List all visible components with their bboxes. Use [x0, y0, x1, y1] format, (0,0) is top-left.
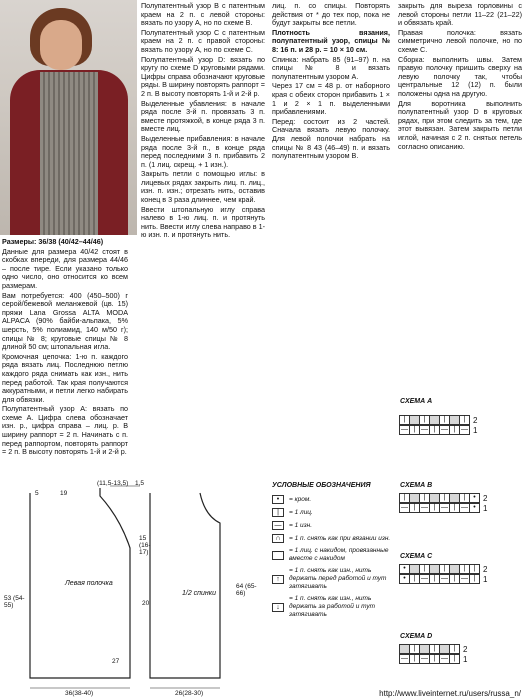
legend-item-purl: — = 1 изн. — [272, 521, 397, 530]
dim-20: 20 — [142, 600, 150, 607]
legend-item-slip: ∩ = 1 п. снять как при вязании изн. — [272, 534, 397, 543]
model-photo — [0, 0, 137, 235]
slip-back-icon: ↓ — [272, 603, 284, 612]
dim-bottom-right: 26(28-30) — [175, 690, 204, 697]
schema-d: СХЕМА D | | | 2 — | — | — | 1 — [400, 633, 468, 664]
materials-text: Вам потребуется: 400 (450–500) г серой/бежевой меланжевой (цв. 15) пряжи Lana Grossa ALTA MODA ALPACA (90% байби-альпака, 5% шерсть, 5% полиамид, 140 м/50 г); спицы № 8; круговые спицы № 8 длиной 50 см; штопальная игла. — [2, 290, 128, 352]
schema-a-title: СХЕМА A — [400, 398, 433, 405]
bind-off-text-2: Ввести штопальную иглу справа налево в 1-ю лиц. п. и протянуть нить. Ввести иглу слева направо в 1-ю изн. п. и протянуть нить. — [141, 204, 266, 240]
legend-item-slip-front: ↑ = 1 п. снять как изн., нить держать перед работой и тут затягивать — [272, 567, 397, 591]
edge-stitch-text: Кромочная цепочка: 1-ю п. каждого ряда вязать лиц. Последнюю петлю каждого ряда снимать как изн., нить перед работой. Так края получаются аккуратными, и петли легко набирать для обвязки. — [2, 351, 128, 404]
back-label: 1/2 спинки — [182, 590, 216, 597]
dim-top: (11,5-13,5) — [97, 480, 129, 487]
right-front-text: Правая полочка: вязать симметрично левой полочке, но по схеме C. — [398, 27, 522, 54]
dim-15: 15 (16-17) — [139, 535, 151, 556]
purl-icon: — — [272, 521, 284, 530]
schema-a: СХЕМА A | | | | 2 — | — | — | — 1 — [400, 398, 478, 435]
text-column-3 — [272, 2, 390, 162]
collar-text: Для воротника выполнить полупатентный узор D в круговых рядах, при этом следить за тем, где этот вывязан. Затем закрыть петли иглой, начиная с 2 п. снятых петель согласно описанию. — [398, 98, 522, 151]
decrease-text: Выделенные убавления: в начале ряда после 3-й п. провязать 3 п. вместе протяжкой, в конце ряда 3 п. вместе лиц. — [141, 98, 265, 134]
slip-icon: ∩ — [272, 534, 284, 543]
schema-c: СХЕМА C • | | | | 2 • | — | — | — | 1 — [400, 553, 488, 584]
pattern-c-text: Полупатентный узор C с патентным краем на 2 п. с правой стороны: вязать по узору A, но по схеме C. — [141, 27, 265, 54]
bind-off-text: Закрыть петли с помощью иглы: в лицевых рядах закрыть лиц. п. лиц., изн. п. изн.; отрезать нить, оставив конец в 3 раза длиннее, чем край. — [141, 169, 265, 205]
knit-icon: | — [272, 508, 284, 517]
continued-text-4: закрыть для выреза горловины с левой стороны петли 11–22 (21–22) и обвязать край. — [398, 1, 522, 28]
text-column-2 — [141, 2, 265, 241]
pattern-b-text: Полупатентный узор B с патентным краем на 2 п. с левой стороны: вязать по узору A, но по схеме B. — [141, 1, 265, 28]
pattern-a-text: Полупатентный узор A: вязать по схеме A. Цифра слева обозначает изн. р., цифра справа – лиц. р. В ширину раппорт = 2 п. Начинать с п. перед раппортом, повторять раппорт = 2 п. В высоту повторять 1-й и 2-й р. — [2, 404, 128, 457]
increase-text: Выделенные прибавления: в начале ряда после 3-й п., в конце ряда перед последними 3 п. прибавить 2 п. (1 лиц. скрещ. + 1 изн.). — [141, 133, 265, 169]
dim-width-left: 27 — [112, 658, 120, 665]
sizes-note: Данные для размера 40/42 стоят в скобках впереди, для размера 44/46 – после тире. Если указано только одно число, оно относится ко всем размерам. — [2, 246, 128, 290]
slip-front-icon: ↑ — [272, 575, 284, 584]
dim-53: 53 (54-55) — [4, 595, 25, 609]
legend — [272, 482, 397, 623]
continued-text: лиц. п. со спицы. Повторять действия от * до тех пор, пока не будут закрыты все петли. — [272, 1, 390, 28]
sizes-heading: Размеры: 36/38 (40/42–44/46) — [2, 237, 104, 246]
pattern-d-text: Полупатентный узор D: вязать по кругу по схеме D круговыми рядами. Цифры справа обозначают круговые ряды. В ширину повторять раппорт = 2 п. В высоту повторять 1-й и 2-й р. — [141, 54, 266, 98]
back-outline — [150, 493, 220, 678]
back-text-2: Через 17 см = 48 р. от наборного края с обеих сторон прибавить 1 × 1 и 2 × 1 п. выделенными прибавлениями. — [272, 81, 390, 117]
legend-title: УСЛОВНЫЕ ОБОЗНАЧЕНИЯ — [272, 482, 371, 489]
pattern-schematic — [0, 478, 268, 700]
assembly-text: Сборка: выполнить швы. Затем правую полочку пришить сверху на левую полочку так, чтобы центральные 12 (12) п. были положены одна на другую. — [398, 54, 522, 98]
legend-item-knit-yo: ⌒ = 1 лиц. с накидом, провязанные вместе с накидом — [272, 547, 397, 563]
schema-c-title: СХЕМА C — [400, 553, 433, 560]
legend-item-edge: • = кром. — [272, 495, 397, 504]
legend-item-knit: | = 1 лиц. — [272, 508, 397, 517]
edge-stitch-icon: • — [272, 495, 284, 504]
dim-left-top: 5 — [35, 490, 39, 497]
text-column-4 — [398, 2, 522, 152]
schema-b: СХЕМА B | | | | • 2 — | — | — | — • 1 — [400, 482, 488, 513]
left-front-label: Левая полочка — [65, 580, 113, 587]
schema-b-title: СХЕМА B — [400, 482, 433, 489]
dim-19: 19 — [60, 490, 68, 497]
dim-1-5: 1,5 — [135, 480, 145, 487]
gauge-text: Плотность вязания, полупатентный узор, спицы № 8: 16 п. и 28 р. = 10 × 10 см. — [272, 27, 390, 54]
legend-item-slip-back: ↓ = 1 п. снять как изн., нить держать за работой и тут затягивать — [272, 595, 397, 619]
dim-64: 64 (65-66) — [236, 583, 257, 597]
source-url[interactable]: http://www.liveinternet.ru/users/russa_n/ — [379, 689, 521, 698]
schema-d-title: СХЕМА D — [400, 633, 433, 640]
text-column-1 — [2, 238, 128, 458]
dim-bottom-left: 36(38-40) — [65, 690, 94, 697]
knit-yo-icon: ⌒ — [272, 551, 284, 560]
back-text: Спинка: набрать 85 (91–97) п. на спицы № 8 и вязать полупатентным узором A. — [272, 54, 390, 81]
front-text: Перед: состоит из 2 частей. Сначала вязать левую полочку. Для левой полочки набрать на спицы № 8 43 (46–49) п. и вязать полупатентным узором B. — [272, 116, 390, 161]
